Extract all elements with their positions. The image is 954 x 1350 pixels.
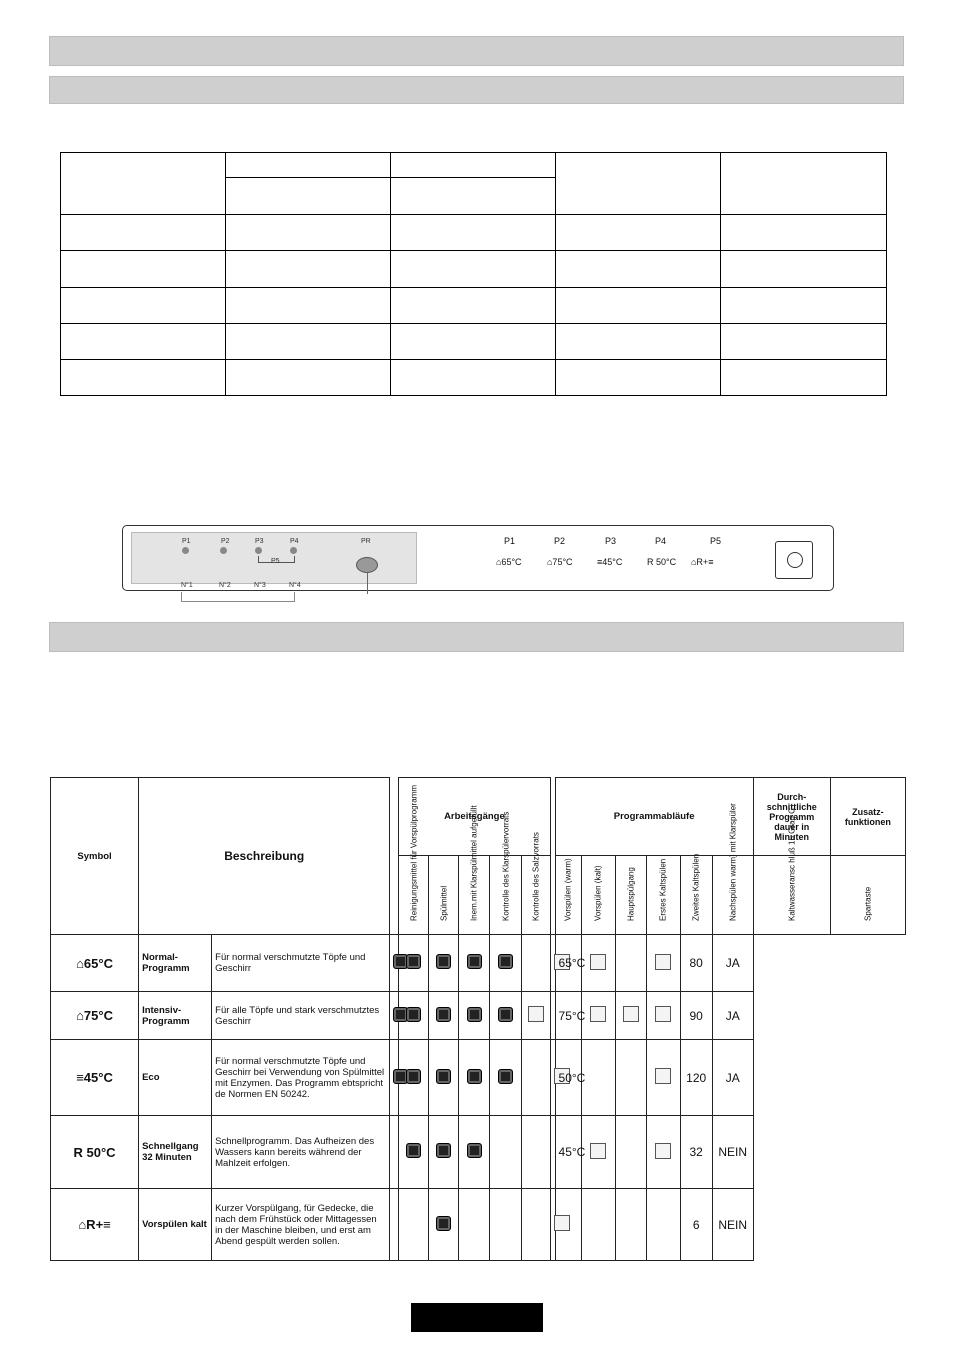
program-description: Für normal verschmutzte Töpfe und Geschirr xyxy=(212,935,390,992)
empty-marker xyxy=(590,1006,606,1022)
p5-bracket-label: P5 xyxy=(271,558,280,565)
empty-marker xyxy=(590,1143,606,1159)
filled-marker xyxy=(467,954,482,969)
zusatz-value: NEIN xyxy=(712,1116,753,1189)
arbeit-cell xyxy=(390,992,399,1040)
filled-marker xyxy=(436,1007,451,1022)
ablauf-cell xyxy=(581,992,615,1040)
ablauf-cell xyxy=(646,935,680,992)
ablauf-cell xyxy=(581,1040,615,1116)
description-header: Beschreibung xyxy=(139,778,390,935)
program-name: Eco xyxy=(139,1040,212,1116)
symbol-header: Symbol xyxy=(51,778,139,935)
empty-marker xyxy=(655,1006,671,1022)
ablauf-cell xyxy=(646,992,680,1040)
empty-cell xyxy=(391,178,556,215)
empty-marker xyxy=(554,1215,570,1231)
filled-marker xyxy=(467,1007,482,1022)
section-bar-1 xyxy=(49,36,904,66)
zusatz-header: Zusatz-funktionen xyxy=(830,778,905,856)
program-name: Schnellgang 32 Minuten xyxy=(139,1116,212,1189)
control-panel xyxy=(122,525,834,591)
arbeit-cell xyxy=(399,1116,429,1189)
arbeit-cell xyxy=(459,1189,490,1261)
ablauf-cell xyxy=(522,1116,550,1189)
program-symbol: ⌂75°C xyxy=(51,992,139,1040)
arbeit-cell xyxy=(490,992,522,1040)
pr-line xyxy=(367,572,368,594)
filled-marker xyxy=(498,954,513,969)
empty-marker xyxy=(655,1068,671,1084)
program-row xyxy=(51,992,906,1040)
empty-cell xyxy=(556,153,721,215)
section-bar-3 xyxy=(49,622,904,652)
empty-cell xyxy=(226,153,391,178)
ablauf-cell xyxy=(581,935,615,992)
program-label-p3: P3 xyxy=(605,536,617,546)
program-symbol-p1: ⌂65°C xyxy=(496,557,522,567)
lower-label-2: N°2 xyxy=(219,582,231,589)
empty-marker xyxy=(655,1143,671,1159)
duration-value: 32 xyxy=(680,1116,712,1189)
program-row xyxy=(51,1040,906,1116)
col-header: Spülmittel xyxy=(429,856,459,935)
empty-marker xyxy=(590,954,606,970)
empty-cell xyxy=(61,153,226,215)
ablauf-cell xyxy=(581,1116,615,1189)
empty-marker xyxy=(655,954,671,970)
light-label-p3: P3 xyxy=(255,538,264,545)
arbeit-cell xyxy=(429,1040,459,1116)
duration-value: 6 xyxy=(680,1189,712,1261)
program-row xyxy=(51,1116,906,1189)
ablauf-cell xyxy=(522,1189,550,1261)
ablauf-cell xyxy=(615,935,646,992)
zusatz-value: JA xyxy=(712,1040,753,1116)
program-description: Für normal verschmutzte Töpfe und Geschirr bei Verwendung von Spülmittel mit Enzymen. Das Programm ebtspricht de Normen EN 50242. xyxy=(212,1040,390,1116)
program-symbol: ⌂65°C xyxy=(51,935,139,992)
program-row xyxy=(51,935,906,992)
arbeit-cell xyxy=(490,1040,522,1116)
arbeit-cell xyxy=(429,1116,459,1189)
arbeit-cell xyxy=(490,935,522,992)
arbeit-cell xyxy=(459,1116,490,1189)
indicator-light xyxy=(220,547,227,554)
filled-marker xyxy=(467,1143,482,1158)
program-description: Für alle Töpfe und stark verschmutztes Geschirr xyxy=(212,992,390,1040)
lower-label-1: N°1 xyxy=(181,582,193,589)
lower-label-3: N°3 xyxy=(254,582,266,589)
zusatz-value: JA xyxy=(712,935,753,992)
ablauf-cell xyxy=(646,1040,680,1116)
empty-marker xyxy=(623,1006,639,1022)
dauer-header: Durch-schnittliche Programm dauer in Minuten xyxy=(753,778,830,856)
program-name: Intensiv-Programm xyxy=(139,992,212,1040)
program-label-p2: P2 xyxy=(554,536,566,546)
arbeit-cell xyxy=(390,1189,399,1261)
program-symbol: ≡45°C xyxy=(51,1040,139,1116)
filled-marker xyxy=(406,954,421,969)
filled-marker xyxy=(467,1069,482,1084)
ablauf-cell xyxy=(615,1040,646,1116)
column-gap xyxy=(390,778,399,935)
zusatz-value: JA xyxy=(712,992,753,1040)
col-header: Vorspülen (warm) xyxy=(555,856,581,935)
zusatz-value: NEIN xyxy=(712,1189,753,1261)
col-header: Inem.mit Klarspülmittel aufgefüllt xyxy=(459,856,490,935)
ablauf-cell xyxy=(581,1189,615,1261)
ablauf-cell xyxy=(555,1040,586,1116)
arbeit-cell xyxy=(390,1116,399,1189)
col-header: Kontrolle des Salzvorrats xyxy=(522,856,550,935)
program-row xyxy=(51,1189,906,1261)
program-description: Kurzer Vorspülgang, für Gedecke, die nach dem Frühstück oder Mittagessen in der Maschine bleiben, und erst am Abend gespült werden sollen. xyxy=(212,1189,390,1261)
program-button[interactable] xyxy=(356,557,378,573)
col-header: Hauptspülgang xyxy=(615,856,646,935)
ablauf-cell xyxy=(555,935,586,992)
program-label-p4: P4 xyxy=(655,536,667,546)
light-label-p2: P2 xyxy=(221,538,230,545)
arbeit-cell xyxy=(459,935,490,992)
light-label-p1: P1 xyxy=(182,538,191,545)
arbeit-cell xyxy=(490,1189,522,1261)
ablauf-cell xyxy=(522,1040,550,1116)
ablauf-cell xyxy=(555,1116,586,1189)
col-header: Vorspülen (kalt) xyxy=(581,856,615,935)
col-header: Zweites Kaltspülen xyxy=(680,856,712,935)
col-header: Reinigungsmittel für Vorspülprogramm xyxy=(399,856,429,935)
arbeit-cell xyxy=(429,1189,459,1261)
filled-marker xyxy=(436,954,451,969)
filled-marker xyxy=(436,1216,451,1231)
duration-value: 120 xyxy=(680,1040,712,1116)
indicator-light xyxy=(182,547,189,554)
empty-cell xyxy=(226,178,391,215)
program-name: Vorspülen kalt xyxy=(139,1189,212,1261)
arbeit-cell xyxy=(429,992,459,1040)
program-label-p5: P5 xyxy=(710,536,722,546)
ablauf-cell xyxy=(615,1116,646,1189)
arbeit-cell xyxy=(390,935,399,992)
filled-marker xyxy=(406,1007,421,1022)
program-table xyxy=(50,777,906,1261)
filled-marker xyxy=(406,1143,421,1158)
program-symbol-p2: ⌂75°C xyxy=(547,557,573,567)
ablauf-cell xyxy=(615,1189,646,1261)
program-label-p1: P1 xyxy=(504,536,516,546)
program-name: Normal-Programm xyxy=(139,935,212,992)
lower-label-4: N°4 xyxy=(289,582,301,589)
arbeit-cell xyxy=(459,992,490,1040)
empty-cell xyxy=(721,153,887,215)
ablauf-cell xyxy=(522,992,550,1040)
ablauf-cell xyxy=(646,1189,680,1261)
duration-value: 90 xyxy=(680,992,712,1040)
program-description: Schnellprogramm. Das Aufheizen des Wassers kann bereits während der Mahlzeit erfolgen. xyxy=(212,1116,390,1189)
programmablaeufe-header: Programmabläufe xyxy=(555,778,753,856)
col-header: Spartaste xyxy=(830,856,905,935)
ablauf-cell xyxy=(646,1116,680,1189)
temperature-value: 45°C xyxy=(558,1145,586,1159)
arbeit-cell xyxy=(429,935,459,992)
indicator-light xyxy=(255,547,262,554)
arbeit-cell xyxy=(459,1040,490,1116)
arbeit-cell xyxy=(490,1116,522,1189)
temperature-value: 50°C xyxy=(558,1070,586,1085)
program-symbol: ⌂R+≡ xyxy=(51,1189,139,1261)
program-symbol: R 50°C xyxy=(51,1116,139,1189)
light-label-p4: P4 xyxy=(290,538,299,545)
filled-marker xyxy=(498,1069,513,1084)
filled-marker xyxy=(498,1007,513,1022)
temperature-value: 65°C xyxy=(558,956,586,970)
pr-label: PR xyxy=(361,538,371,545)
power-button[interactable] xyxy=(775,541,813,579)
col-header: Kontrolle des Klarspülervorrats xyxy=(490,856,522,935)
temperature-value: 75°C xyxy=(558,1008,586,1023)
ablauf-cell xyxy=(555,992,586,1040)
col-header: Erstes Kaltspülen xyxy=(646,856,680,935)
filled-marker xyxy=(406,1069,421,1084)
indicator-light xyxy=(290,547,297,554)
col-header: Kaltwasseransc hluß 15 Grad C xyxy=(753,856,830,935)
empty-table xyxy=(60,152,887,396)
filled-marker xyxy=(436,1143,451,1158)
ablauf-cell xyxy=(522,935,550,992)
section-bar-2 xyxy=(49,76,904,104)
empty-cell xyxy=(391,153,556,178)
program-symbol-p4: R 50°C xyxy=(647,557,677,567)
filled-marker xyxy=(436,1069,451,1084)
empty-marker xyxy=(528,1006,544,1022)
ablauf-cell xyxy=(615,992,646,1040)
program-symbol-p5: ⌂R+≡ xyxy=(691,557,714,567)
program-symbol-p3: ≡45°C xyxy=(597,557,623,567)
lower-bracket xyxy=(181,592,295,602)
arbeit-cell xyxy=(399,1189,429,1261)
arbeit-cell xyxy=(390,1040,399,1116)
duration-value: 80 xyxy=(680,935,712,992)
page-footer-block xyxy=(411,1303,543,1332)
arbeitsgaenge-header: Arbeitsgänge xyxy=(399,778,550,856)
col-header: Nachspülen warm) mit Klarspüler xyxy=(712,856,753,935)
